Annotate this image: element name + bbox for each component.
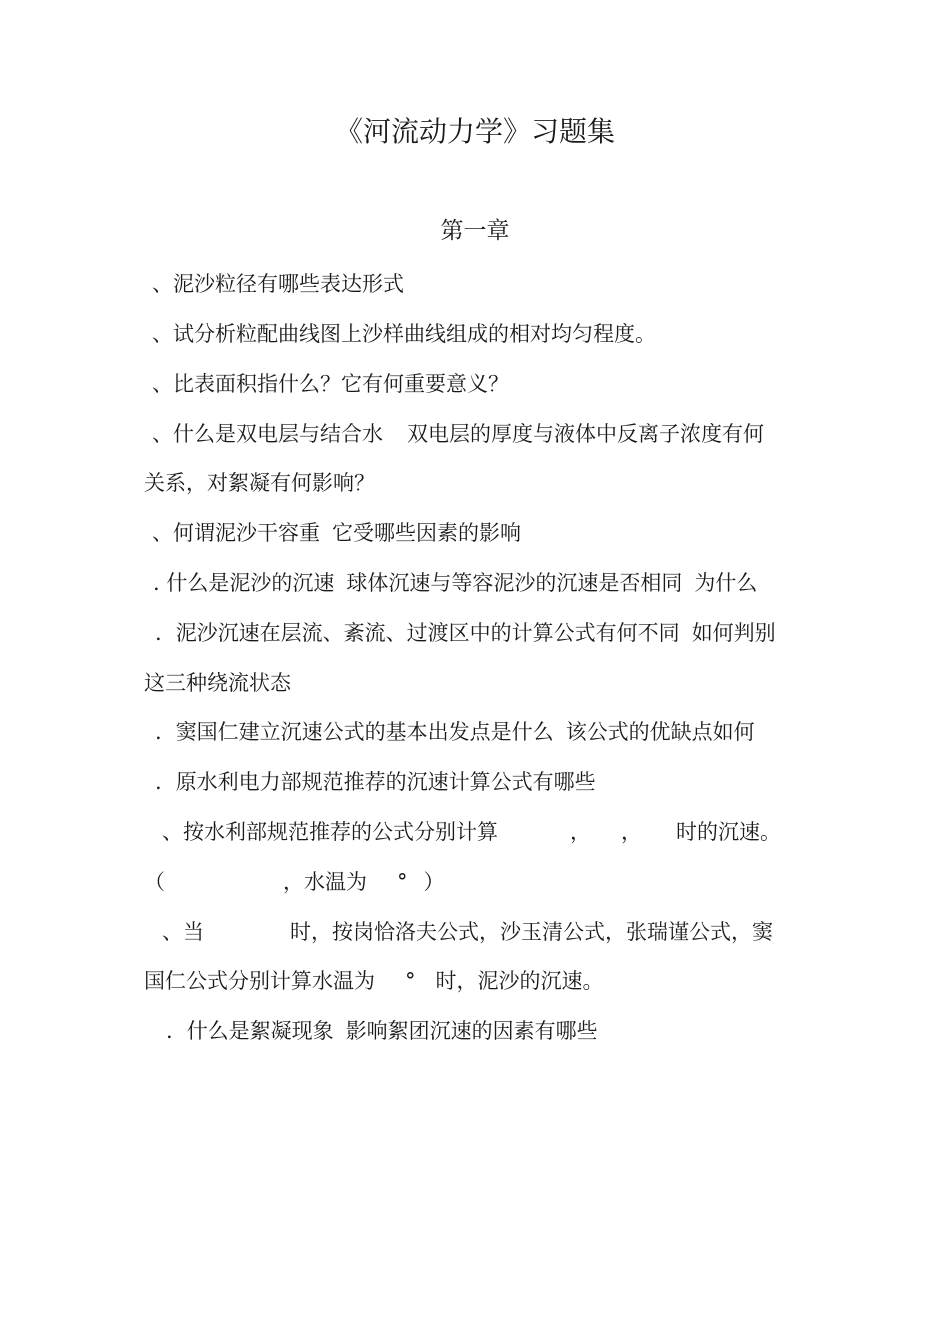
chapter-heading: 第一章 bbox=[440, 218, 510, 244]
question-line-continued: 国仁公式分别计算水温为 ° 时，泥沙的沉速。 bbox=[144, 969, 604, 993]
question-line: . 泥沙沉速在层流、紊流、过渡区中的计算公式有何不同 如何判别 bbox=[155, 621, 776, 645]
document-title: 《河流动力学》习题集 bbox=[334, 115, 615, 148]
question-line-continued: （ ，水温为 ° ） bbox=[144, 870, 445, 894]
question-line: . 窦国仁建立沉速公式的基本出发点是什么 该公式的优缺点如何 bbox=[155, 720, 755, 744]
question-line-continued: 这三种绕流状态 bbox=[144, 671, 291, 695]
question-line: . 什么是絮凝现象 影响絮团沉速的因素有哪些 bbox=[166, 1019, 598, 1043]
question-line: 、泥沙粒径有哪些表达形式 bbox=[152, 272, 404, 296]
question-line: 、试分析粒配曲线图上沙样曲线组成的相对均匀程度。 bbox=[152, 322, 656, 346]
question-line: . 原水利电力部规范推荐的沉速计算公式有哪些 bbox=[155, 770, 596, 794]
question-line-continued: 关系，对絮凝有何影响？ bbox=[144, 471, 375, 495]
question-line: . 什么是泥沙的沉速 球体沉速与等容泥沙的沉速是否相同 为什么 bbox=[153, 571, 758, 595]
question-line: 、何谓泥沙干容重 它受哪些因素的影响 bbox=[152, 521, 521, 545]
question-line: 、当 时，按岗恰洛夫公式，沙玉清公式，张瑞谨公式，窦 bbox=[162, 920, 773, 944]
question-line: 、比表面积指什么？它有何重要意义？ bbox=[152, 372, 509, 396]
question-line: 、什么是双电层与结合水 双电层的厚度与液体中反离子浓度有何 bbox=[152, 422, 764, 446]
question-line: 、按水利部规范推荐的公式分别计算 ， ， 时的沉速。 bbox=[162, 820, 781, 844]
